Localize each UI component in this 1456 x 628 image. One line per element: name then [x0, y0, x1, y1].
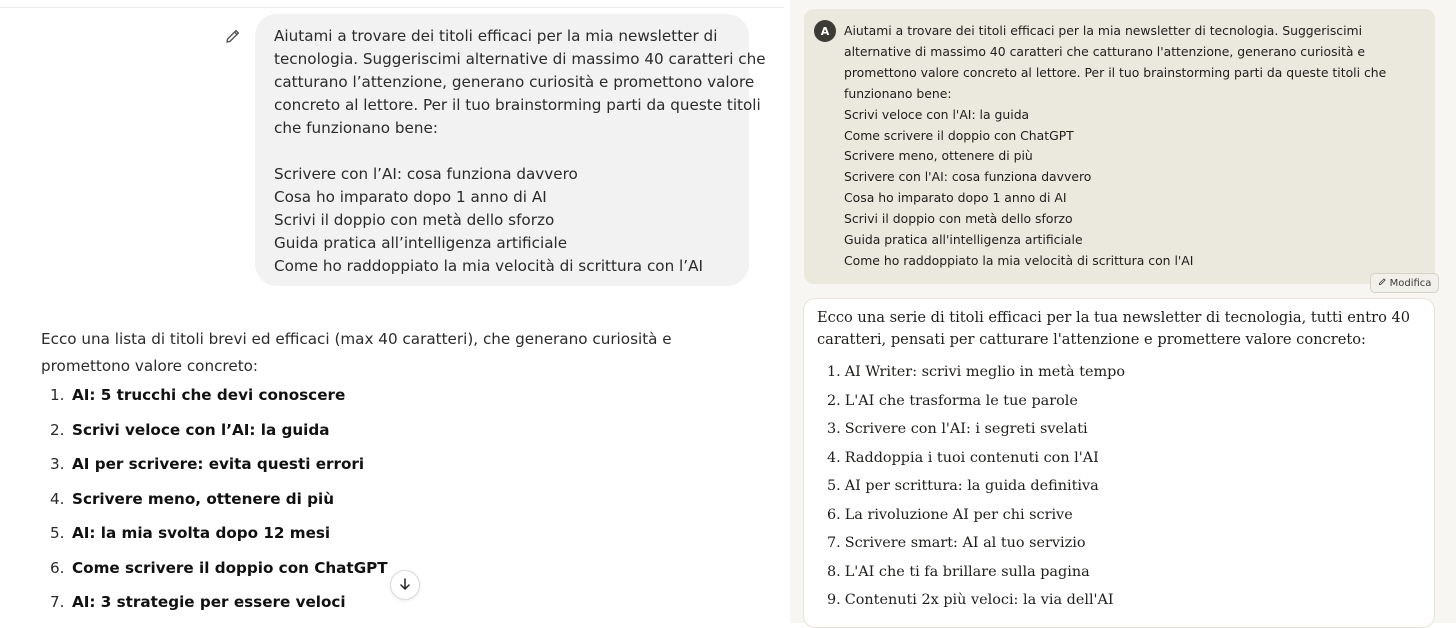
example-title: Come ho raddoppiato la mia velocità di scrittura con l’AI [274, 257, 703, 275]
message-line: tecnologia. Suggeriscimi alternative di massimo 40 caratteri che [274, 50, 766, 68]
list-item [827, 535, 1086, 557]
list-number: 3. [50, 455, 65, 473]
list-text: L'AI che ti fa brillare sulla pagina [844, 564, 1090, 580]
paragraph-gap [274, 140, 731, 163]
message-line: Come ho raddoppiato la mia velocità di scrittura con l'AI [844, 252, 1194, 268]
list-item [0, 386, 600, 410]
example-title: Cosa ho imparato dopo 1 anno di AI [274, 188, 547, 206]
list-number: 3. [827, 421, 841, 437]
avatar: A [814, 20, 836, 42]
list-text: AI Writer: scrivi meglio in metà tempo [844, 364, 1126, 380]
pencil-icon[interactable] [224, 27, 242, 45]
user-message-text [844, 21, 1424, 272]
list-item [0, 421, 600, 445]
pencil-icon [1378, 277, 1387, 289]
list-text: L'AI che trasforma le tue parole [844, 393, 1078, 409]
list-text: Come scrivere il doppio con ChatGPT [72, 559, 388, 577]
message-line: funzionano bene: [844, 85, 952, 101]
message-line: concreto al lettore. Per il tuo brainstorming parti da queste titoli [274, 96, 761, 114]
message-line: Aiutami a trovare dei titoli efficaci per la mia newsletter di [274, 27, 718, 45]
list-text: Scrivi veloce con l’AI: la guida [72, 421, 330, 439]
list-text: Scrivere meno, ottenere di più [72, 490, 335, 508]
top-divider [0, 0, 784, 8]
reply-intro-text: Ecco una serie di titoli efficaci per la tua newsletter di tecnologia, tutti entro 40 caratteri, pensati per catturare l'attenzione e promettere valore concreto: [817, 309, 1411, 348]
message-line: che funzionano bene: [274, 119, 438, 137]
list-item [0, 490, 600, 514]
example-title: Guida pratica all’intelligenza artificiale [274, 234, 568, 252]
message-line: catturano l’attenzione, generano curiosità e promettono valore [274, 73, 755, 91]
list-number: 4. [827, 450, 841, 466]
list-item [827, 592, 1114, 614]
message-line: Scrivi il doppio con metà dello sforzo [844, 211, 1073, 227]
list-item [827, 364, 1125, 386]
message-line: Guida pratica all'intelligenza artificiale [844, 232, 1083, 248]
list-text: AI: la mia svolta dopo 12 mesi [72, 524, 331, 542]
list-item [0, 524, 600, 548]
assistant-reply-card [803, 298, 1435, 628]
example-title: Scrivere con l’AI: cosa funziona davvero [274, 165, 578, 183]
list-text: Raddoppia i tuoi contenuti con l'AI [844, 450, 1099, 466]
list-text: AI per scrivere: evita questi errori [72, 455, 365, 473]
message-line: Come scrivere il doppio con ChatGPT [844, 127, 1074, 143]
arrow-down-icon [398, 576, 412, 595]
list-number: 9. [827, 592, 841, 608]
scroll-down-button[interactable] [390, 570, 420, 600]
message-line: Cosa ho imparato dopo 1 anno di AI [844, 190, 1067, 206]
list-item [827, 393, 1078, 415]
user-message-card [804, 9, 1435, 284]
edit-button-label: Modifica [1389, 277, 1432, 289]
message-line: Aiutami a trovare dei titoli efficaci per la mia newsletter di tecnologia. Suggeriscimi [844, 23, 1363, 38]
list-item [0, 455, 600, 479]
list-text: La rivoluzione AI per chi scrive [844, 507, 1073, 523]
list-item [0, 559, 600, 583]
list-text: Scrivere smart: AI al tuo servizio [844, 535, 1086, 551]
list-number: 4. [50, 490, 65, 508]
list-number: 2. [827, 393, 841, 409]
edit-message-button[interactable] [1370, 273, 1439, 293]
message-line: Scrivi veloce con l'AI: la guida [844, 106, 1030, 122]
message-line: alternative di massimo 40 caratteri che catturano l'attenzione, generano curiosità e [844, 43, 1365, 59]
message-line: promettono valore concreto al lettore. Per il tuo brainstorming parti da queste titoli che [844, 64, 1387, 80]
list-text: AI: 3 strategie per essere veloci [72, 593, 346, 611]
list-text: Contenuti 2x più veloci: la via dell'AI [844, 592, 1114, 608]
list-item [827, 478, 1099, 500]
list-number: 1. [50, 386, 65, 404]
message-line: Scrivere meno, ottenere di più [844, 148, 1033, 164]
list-item [0, 593, 600, 617]
list-item [827, 564, 1090, 586]
list-item [827, 507, 1073, 529]
user-message-bubble [255, 14, 766, 286]
list-item [827, 450, 1099, 472]
list-number: 7. [827, 535, 841, 551]
message-line: Scrivere con l'AI: cosa funziona davvero [844, 169, 1092, 185]
list-number: 7. [50, 593, 65, 611]
list-number: 6. [50, 559, 65, 577]
list-text: Scrivere con l'AI: i segreti svelati [844, 421, 1088, 437]
list-text: AI: 5 trucchi che devi conoscere [72, 386, 346, 404]
assistant-intro-text: Ecco una lista di titoli brevi ed efficaci (max 40 caratteri), che generano curiosità e promettono valore concreto: [41, 330, 672, 375]
example-title: Scrivi il doppio con metà dello sforzo [274, 211, 555, 229]
list-item [827, 421, 1088, 443]
right-chat-panel [790, 0, 1456, 623]
list-number: 6. [827, 507, 841, 523]
list-number: 5. [50, 524, 65, 542]
list-number: 1. [827, 364, 841, 380]
list-number: 8. [827, 564, 841, 580]
list-text: AI per scrittura: la guida definitiva [844, 478, 1099, 494]
list-number: 2. [50, 421, 65, 439]
list-number: 5. [827, 478, 841, 494]
